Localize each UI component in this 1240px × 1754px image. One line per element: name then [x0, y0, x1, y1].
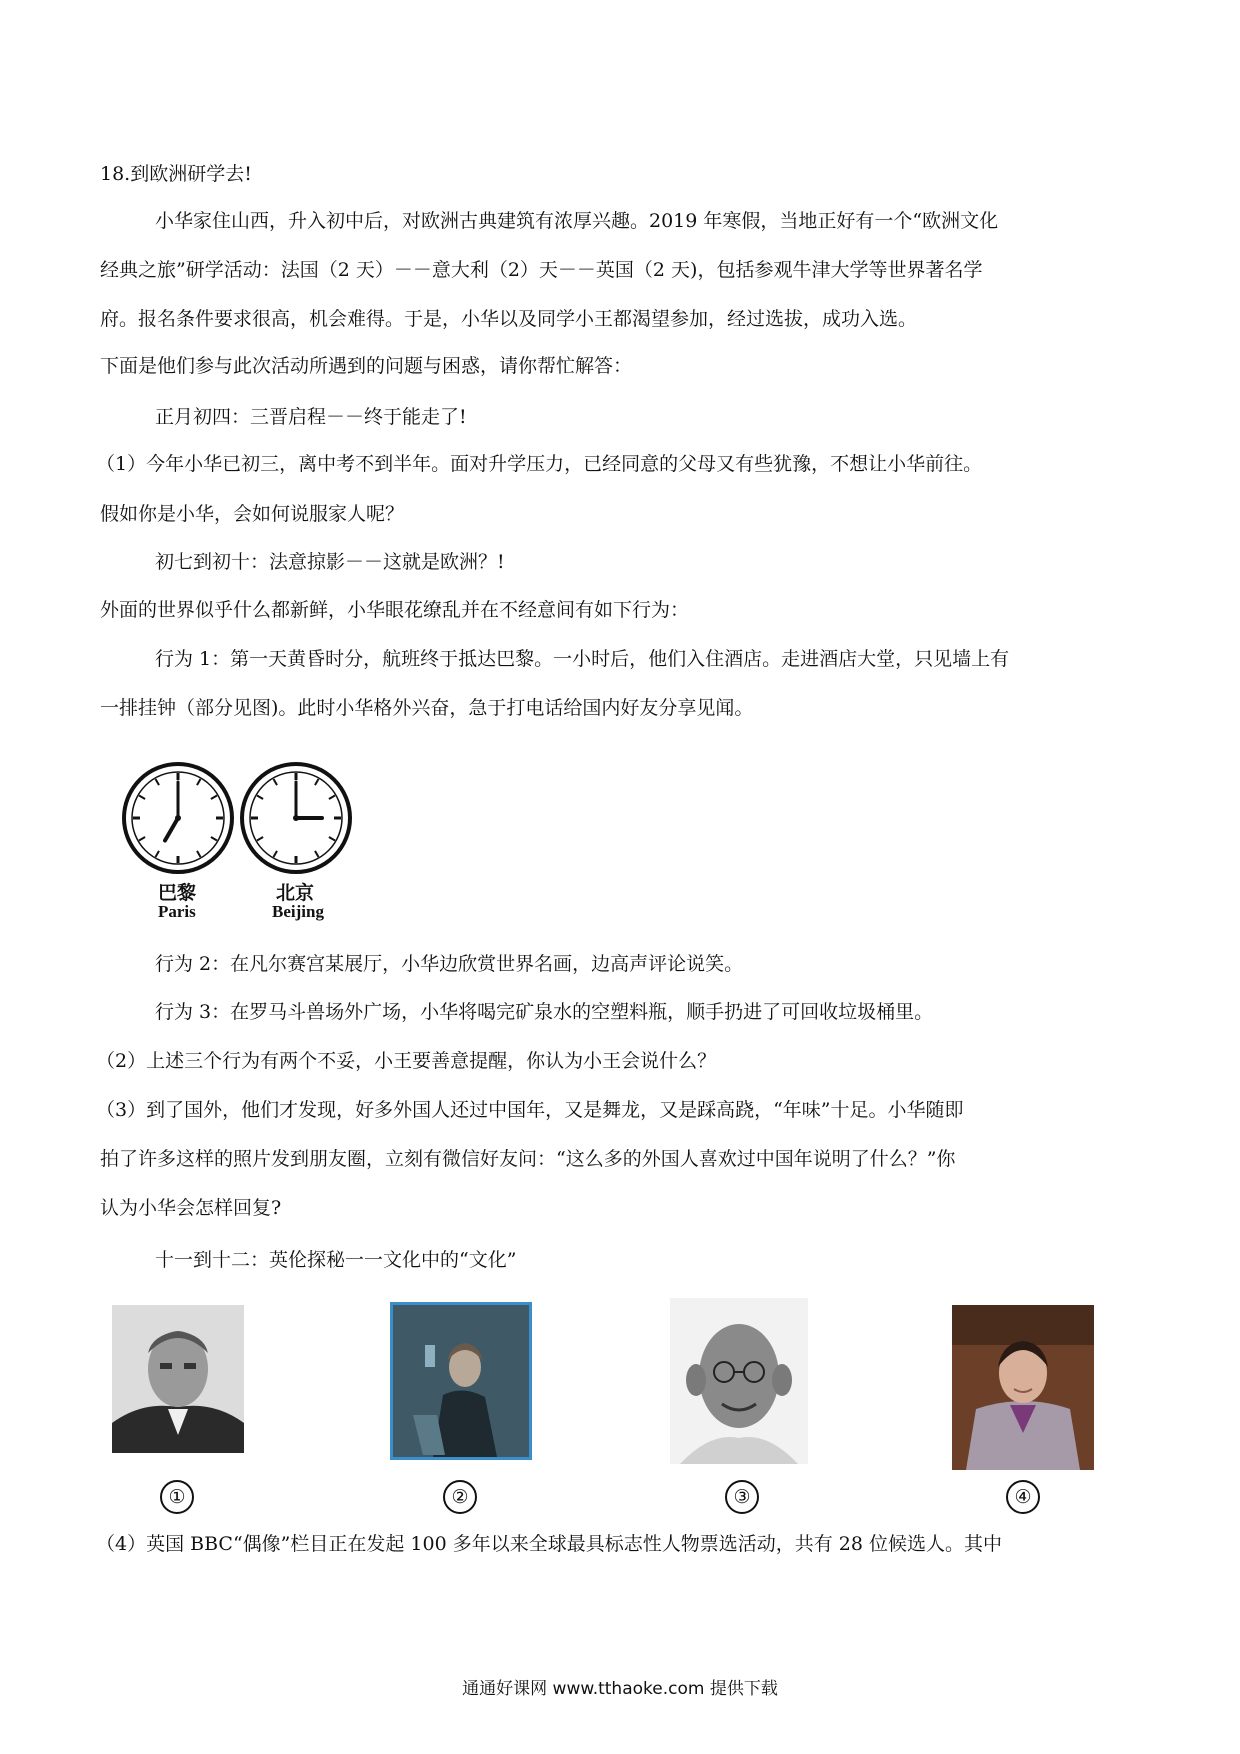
clock-label-paris-en: Paris [158, 902, 196, 921]
clock-faces [118, 758, 378, 878]
question-1-line-2: 假如你是小华，会如何说服家人呢？ [100, 503, 405, 525]
portrait-2 [390, 1302, 532, 1460]
portrait-4 [952, 1305, 1094, 1470]
behavior-3: 行为 3：在罗马斗兽场外广场，小华将喝完矿泉水的空塑料瓶，顺手扔进了可回收垃圾桶里。 [155, 1001, 934, 1023]
portrait-number-4: ④ [1006, 1480, 1040, 1514]
portrait-3-image [670, 1298, 808, 1464]
question-1-line-1: （1）今年小华已初三，离中考不到半年。面对升学压力，已经同意的父母又有些犹豫，不想让小华前往。 [96, 453, 983, 475]
instruction-line: 下面是他们参与此次活动所遇到的问题与困惑，请你帮忙解答： [100, 355, 633, 377]
clocks-figure [118, 758, 378, 938]
question-3-line-1: （3）到了国外，他们才发现，好多外国人还过中国年，又是舞龙，又是踩高跷，“年味”十足。小华随即 [96, 1099, 964, 1121]
behavior-2: 行为 2：在凡尔赛宫某展厅，小华边欣赏世界名画，边高声评论说笑。 [155, 953, 744, 975]
clock-label-paris-cn: 巴黎 [158, 882, 197, 904]
intro-line-1: 小华家住山西，升入初中后，对欧洲古典建筑有浓厚兴趣。2019 年寒假，当地正好有一个“欧洲文化 [155, 210, 999, 232]
question-3-line-3: 认为小华会怎样回复? [100, 1197, 282, 1219]
question-3-line-2: 拍了许多这样的照片发到朋友圈，立刻有微信好友问：“这么多的外国人喜欢过中国年说明了什么？”你 [100, 1148, 956, 1170]
behavior-1-line-2: 一排挂钟（部分见图)。此时小华格外兴奋，急于打电话给国内好友分享见闻。 [100, 697, 754, 719]
clock-face-2 [242, 764, 350, 872]
clock-label-beijing-cn: 北京 [276, 882, 315, 904]
portrait-number-2: ② [443, 1480, 477, 1514]
portrait-1 [112, 1305, 244, 1453]
question-4-line-1: （4）英国 BBC“偶像”栏目正在发起 100 多年以来全球最具标志性人物票选活动，共有 28 位候选人。其中 [96, 1533, 1002, 1555]
section-heading-2: 初七到初十：法意掠影－－这就是欧洲？! [155, 551, 505, 573]
intro-line-2: 经典之旅”研学活动：法国（2 天）－－意大利（2）天－－英国（2 天)，包括参观牛津大学等世界著名学 [100, 259, 983, 281]
portrait-3 [670, 1298, 808, 1464]
portrait-1-image [112, 1305, 244, 1453]
section-heading-1: 正月初四：三晋启程－－终于能走了! [155, 406, 467, 428]
question-2: （2）上述三个行为有两个不妥，小王要善意提醒，你认为小王会说什么？ [96, 1050, 717, 1072]
portrait-4-image [952, 1305, 1094, 1470]
intro-line-3: 府。报名条件要求很高，机会难得。于是，小华以及同学小王都渴望参加，经过选拔，成功入选。 [100, 308, 918, 330]
behavior-1-line-1: 行为 1：第一天黄昏时分，航班终于抵达巴黎。一小时后，他们入住酒店。走进酒店大堂，只见墙上有 [155, 648, 1010, 670]
behaviors-intro: 外面的世界似乎什么都新鲜，小华眼花缭乱并在不经意间有如下行为： [100, 599, 690, 621]
portrait-number-1: ① [160, 1480, 194, 1514]
clock-face-1 [124, 764, 232, 872]
clock-label-beijing-en: Beijing [272, 902, 324, 921]
section-heading-3: 十一到十二：英伦探秘一一文化中的“文化” [155, 1249, 517, 1271]
question-title: 18.到欧洲研学去! [100, 163, 252, 185]
portrait-number-3: ③ [725, 1480, 759, 1514]
portrait-2-image [393, 1305, 529, 1457]
page-footer: 通通好课网 www.tthaoke.com 提供下载 [462, 1679, 778, 1699]
